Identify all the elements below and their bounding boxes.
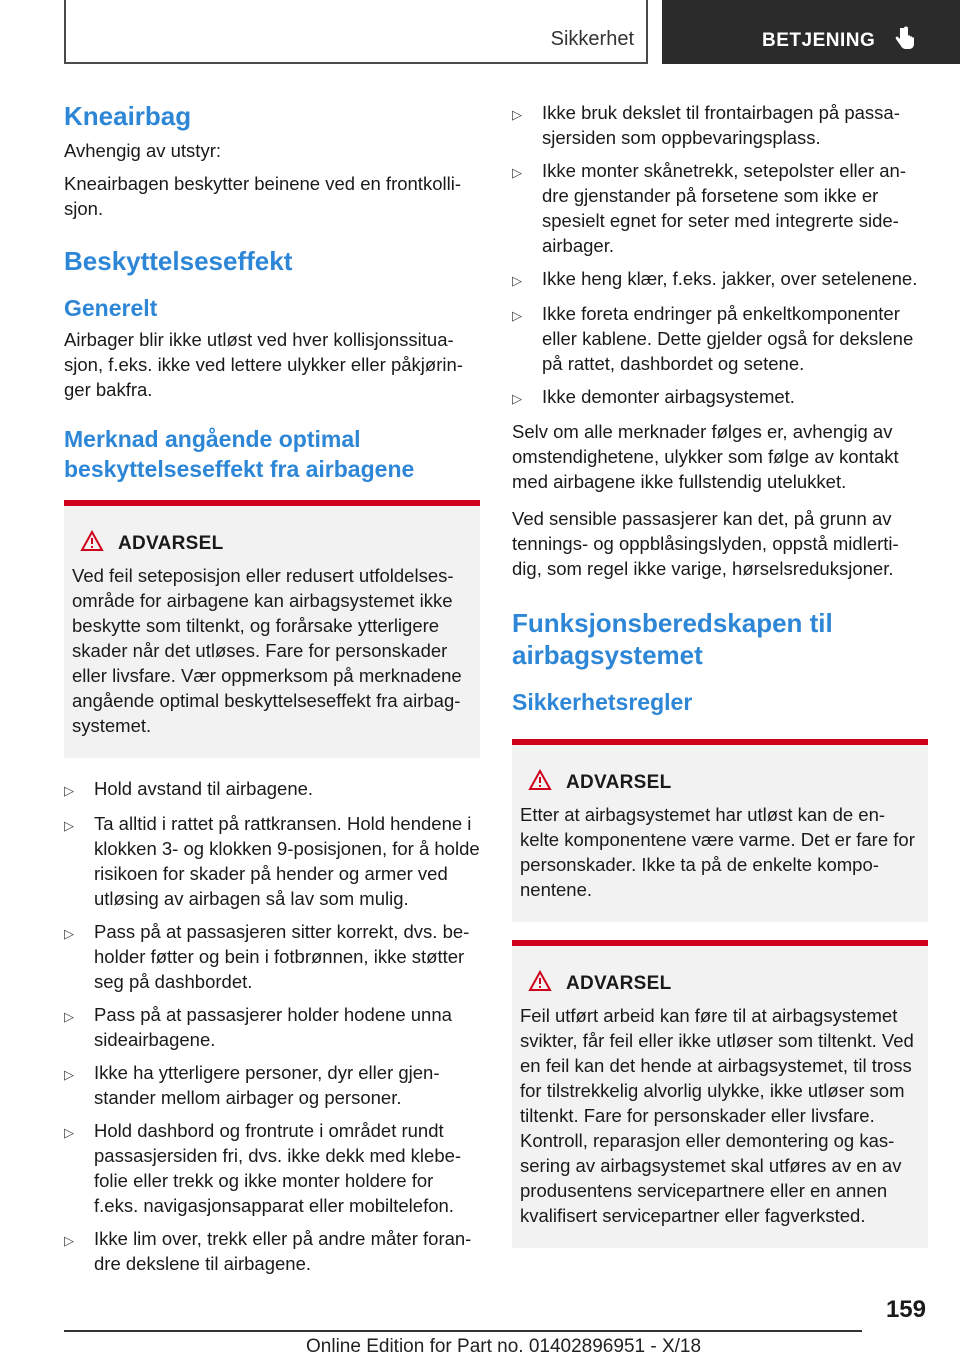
warning-text: Feil utført arbeid kan føre til at airbagsystemet svikter, får feil eller ikke utløser som tiltenkt. Ved en feil kan det hende at airbagsystemet, til tross for tilstrekkelig alvorlig ulykke, ikke utløser som tiltenkt. Fare for personskader eller livsfare. Kontroll, reparasjon eller demontering og kas-sering av airbagsystemet skal utføres av en av produsentens servicepartnere eller en annen kvalifisert servicepartner eller fagverksted. <box>520 1005 914 1226</box>
page-number: 159 <box>885 1296 926 1323</box>
triangle-bullet-icon: ▷ <box>512 308 522 323</box>
warning-box <box>64 500 480 758</box>
general-title: Generelt <box>64 295 158 321</box>
list-item: ▷ Pass på at passasjeren sitter korrekt, dvs. be-holder føtter og bein i fotbrønnen, ikke støtter seg på dashbordet. <box>64 921 470 992</box>
list-item: ▷ Ikke monter skånetrekk, setepolster eller an-dre gjenstander på forsetene som ikke er spesielt egnet for seter med integrerte side-airbager. <box>512 160 906 256</box>
header-chapter-title: BETJENING <box>762 30 876 51</box>
footer-divider <box>64 1330 862 1332</box>
right-paragraph-1: Selv om alle merknader følges er, avhengig av omstendighetene, ulykker som følge av kontakt med airbagene ikke fullstendig utelukket. <box>512 421 899 492</box>
triangle-bullet-icon: ▷ <box>64 1233 74 1248</box>
warning-text: Etter at airbagsystemet har utløst kan de en-kelte komponentene være varme. Det er fare for personskader. Ikke ta på de enkelte kompo-nentene. <box>520 804 915 900</box>
right-paragraph-2: Ved sensible passasjerer kan det, på grunn av tennings- og oppblåsingslyden, oppstå midlerti-dig, som regel ikke varige, hørselsreduksjoner. <box>512 508 899 579</box>
triangle-bullet-icon: ▷ <box>64 1009 74 1024</box>
header-section-box <box>64 0 648 64</box>
warning-label: ADVARSEL <box>118 532 224 554</box>
general-paragraph: Airbager blir ikke utløst ved hver kollisjonssitua-sjon, f.eks. ikke ved lettere ulykker eller påkjørin-ger bakfra. <box>64 329 463 400</box>
triangle-bullet-icon: ▷ <box>512 165 522 180</box>
triangle-bullet-icon: ▷ <box>512 273 522 288</box>
safety-rules-title: Sikkerhetsregler <box>512 689 693 715</box>
list-item: ▷ Hold dashbord og frontrute i området rundt passasjersiden fri, dvs. ikke dekk med klebe-folie eller trekk og ikke monter holdere for f.eks. navigasjonsapparat eller mobiltelefon. <box>64 1120 462 1216</box>
readiness-title: Funksjonsberedskapen til airbagsystemet <box>512 608 833 670</box>
right-bullet-list <box>512 100 928 411</box>
list-item: ▷ Pass på at passasjerer holder hodene unna sideairbagene. <box>64 1004 452 1050</box>
protection-title: Beskyttelseseffekt <box>64 246 293 276</box>
kneairbag-title: Kneairbag <box>64 101 192 131</box>
list-item: ▷ Hold avstand til airbagene. <box>64 776 480 803</box>
list-item: ▷ Ta alltid i rattet på rattkransen. Hold hendene i klokken 3- og klokken 9-posisjonen, for å holde risikoen for skader på hender og armer ved utløsing av airbagen så lav som mulig. <box>64 813 480 909</box>
triangle-bullet-icon: ▷ <box>64 818 74 833</box>
header-chapter-box <box>662 0 960 64</box>
list-item: ▷ Ikke foreta endringer på enkeltkomponenter eller kablene. Dette gjelder også for dekslene på rattet, dashbordet og setene. <box>512 303 914 374</box>
warning-label: ADVARSEL <box>566 771 672 793</box>
footer-edition: Online Edition for Part no. 01402896951 - X/18 <box>306 1336 702 1357</box>
triangle-bullet-icon: ▷ <box>512 391 522 406</box>
list-item: ▷ Ikke bruk dekslet til frontairbagen på passa-sjersiden som oppbevaringsplass. <box>512 102 900 148</box>
warning-triangle-icon <box>528 970 552 997</box>
warning-text: Ved feil seteposisjon eller redusert utfoldelses-område for airbagene kan airbagsystemet ikke beskytte som tiltenkt, og forårsake ytterligere skader når det utløses. Fare for personskader eller livsfare. Vær oppmerksom på merknadene angående optimal beskyttelseseffekt fra airbag-systemet. <box>72 565 462 736</box>
warning-triangle-icon <box>80 530 104 557</box>
list-item: ▷ Ikke ha ytterligere personer, dyr eller gjen-stander mellom airbager og personer. <box>64 1062 440 1108</box>
list-item: ▷ Ikke lim over, trekk eller på andre måter foran-dre dekslene til airbagene. <box>64 1228 472 1274</box>
warning-label: ADVARSEL <box>566 972 672 994</box>
left-column <box>64 100 480 1284</box>
triangle-bullet-icon: ▷ <box>64 1067 74 1082</box>
triangle-bullet-icon: ▷ <box>64 926 74 941</box>
right-column <box>512 100 928 1266</box>
header-section-title: Sikkerhet <box>550 28 634 50</box>
note-title: Merknad angående optimal beskyttelseseffekt fra airbagene <box>64 426 415 482</box>
warning-triangle-icon <box>528 769 552 796</box>
hand-pointer-icon <box>894 26 916 57</box>
list-item: ▷ Ikke demonter airbagsystemet. <box>512 384 928 411</box>
kneairbag-description: Kneairbagen beskytter beinene ved en frontkolli-sjon. <box>64 173 461 219</box>
warning-box <box>512 739 928 922</box>
left-bullet-list <box>64 776 480 1276</box>
triangle-bullet-icon: ▷ <box>64 1125 74 1140</box>
triangle-bullet-icon: ▷ <box>512 107 522 122</box>
list-item: ▷ Ikke heng klær, f.eks. jakker, over setelenene. <box>512 266 928 293</box>
triangle-bullet-icon: ▷ <box>64 783 74 798</box>
warning-box <box>512 940 928 1248</box>
kneairbag-equipment-note: Avhengig av utstyr: <box>64 140 221 161</box>
